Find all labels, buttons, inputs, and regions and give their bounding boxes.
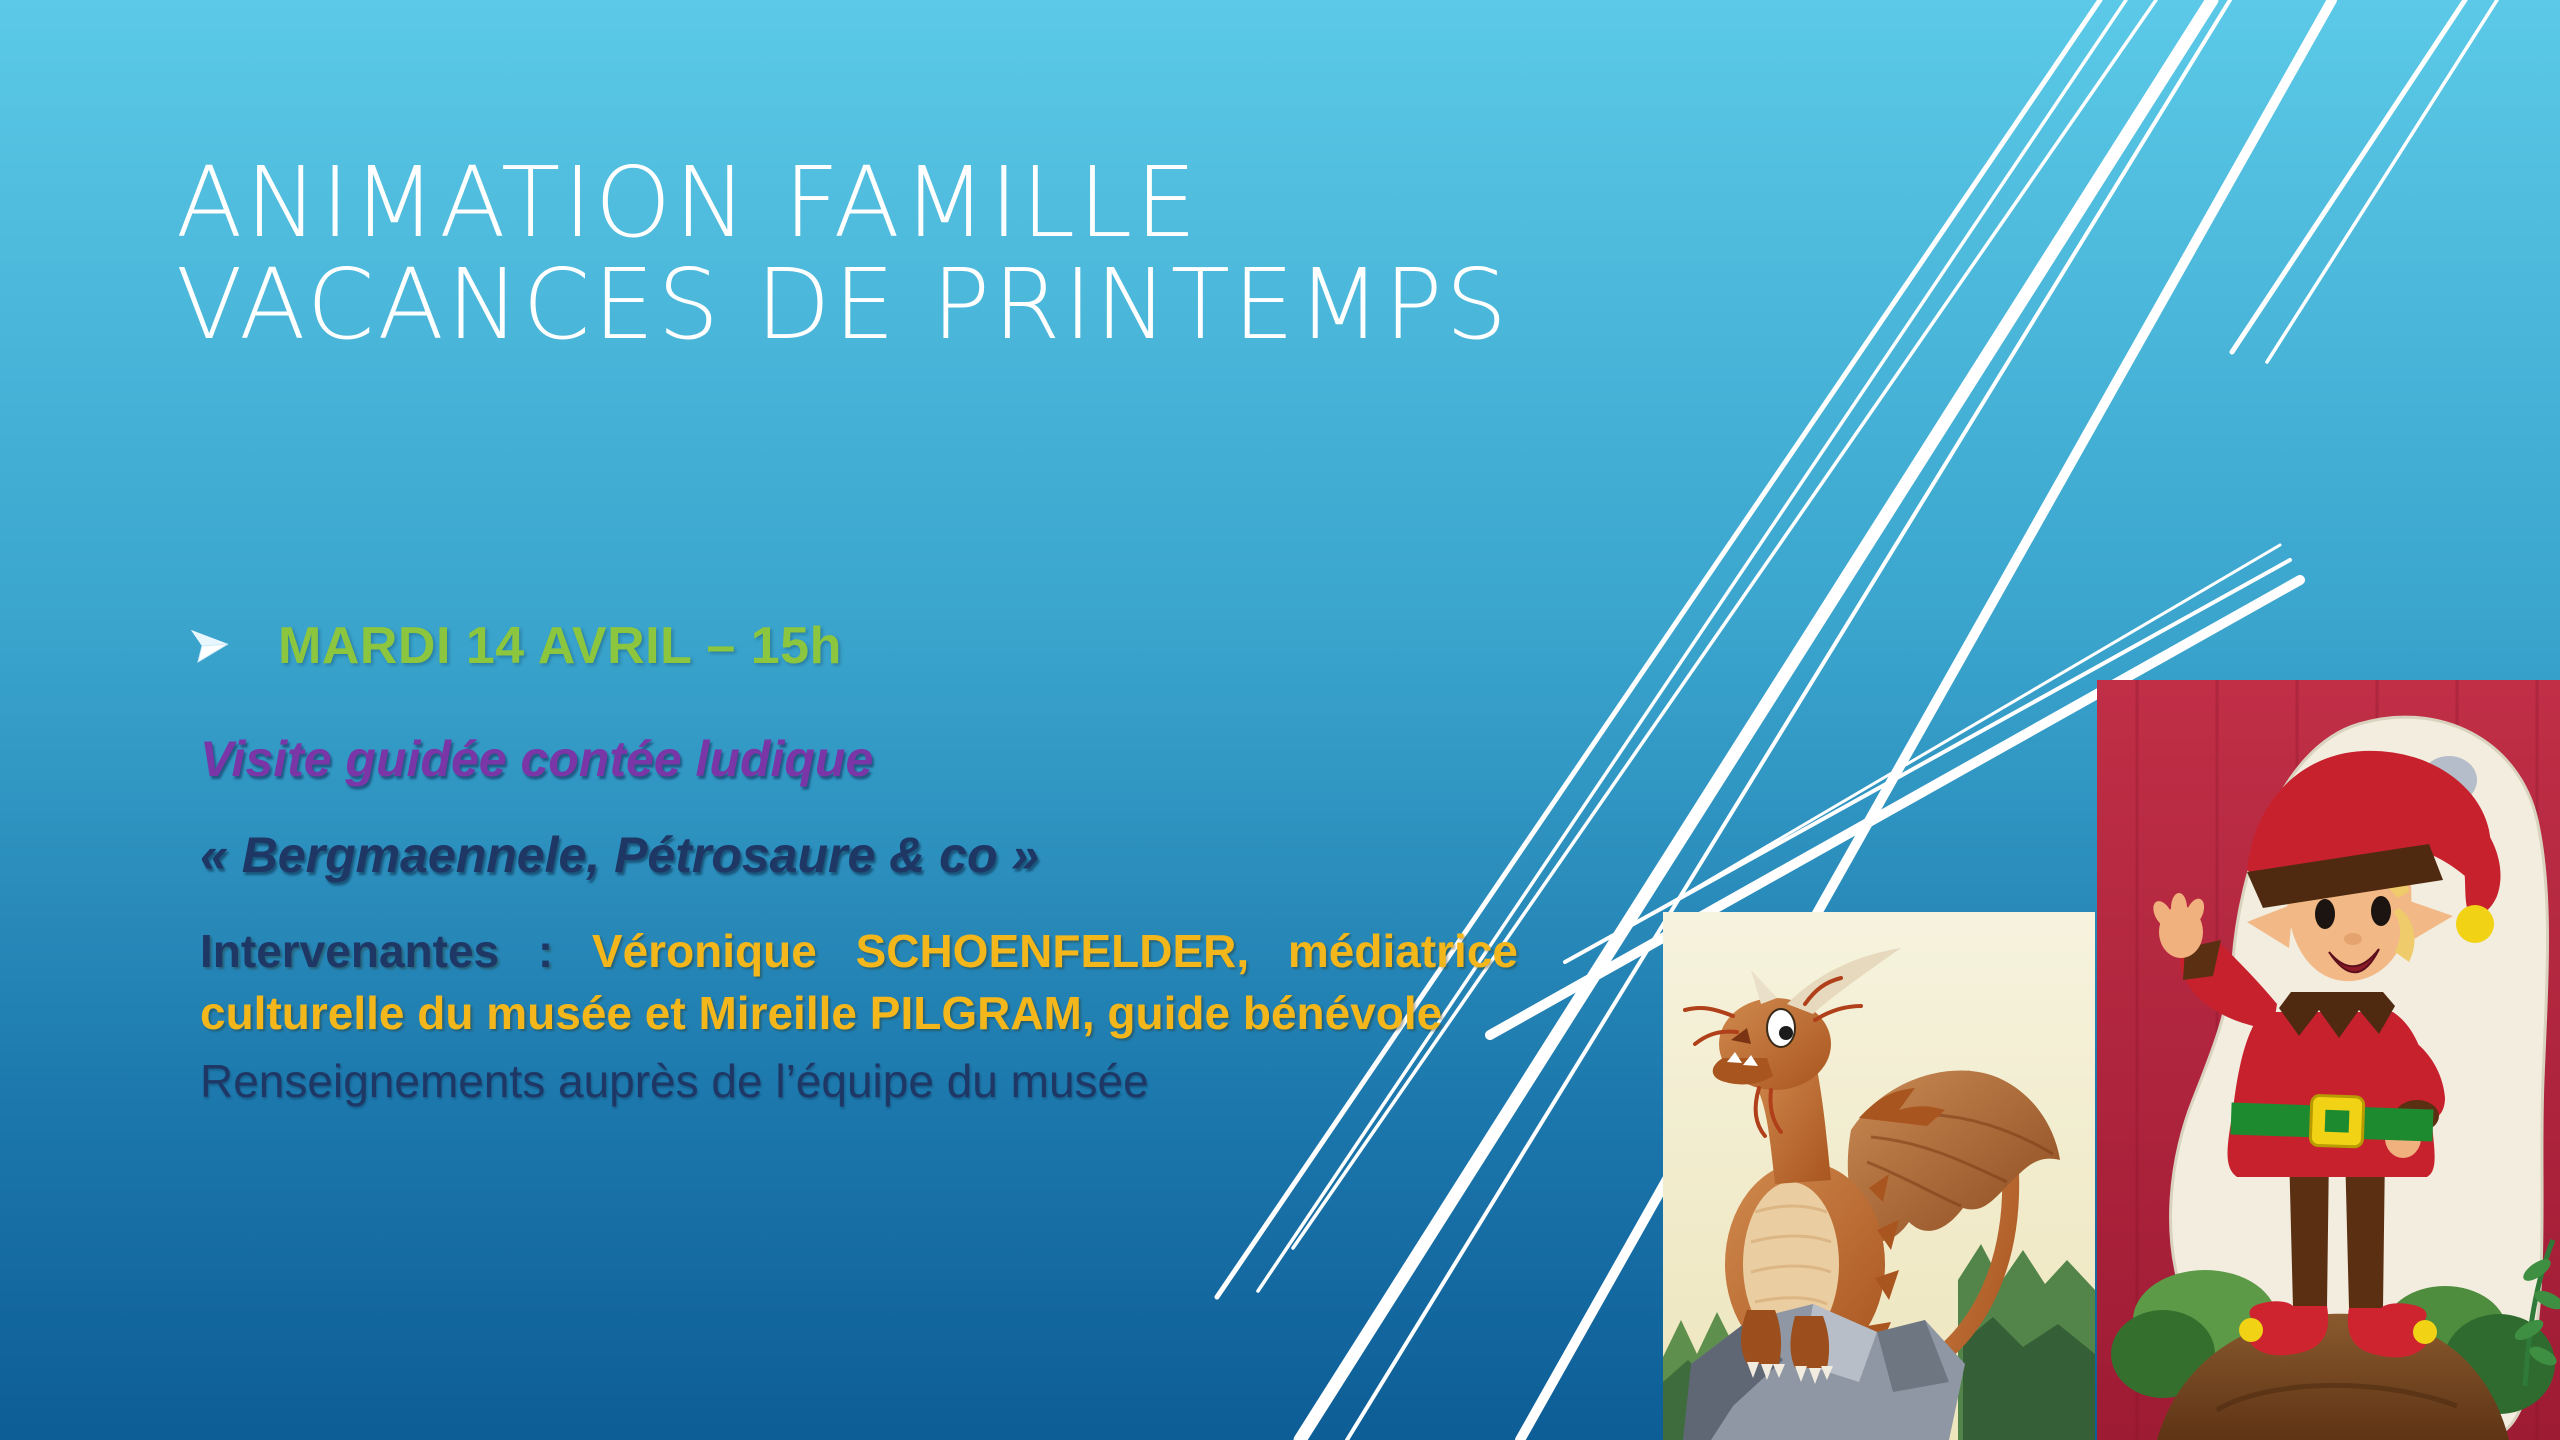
arrowhead-right-bullet-icon bbox=[188, 627, 232, 665]
intervenantes-line-1 bbox=[200, 920, 1518, 982]
dragon-image bbox=[1663, 912, 2095, 1440]
intervenantes-names-2: culturelle du musée et Mireille PILGRAM, guide bénévole bbox=[200, 987, 1443, 1039]
page-title bbox=[176, 146, 1511, 361]
cartoon-dragon-on-rock-illustration bbox=[1663, 912, 2095, 1440]
elf-eye-right bbox=[2371, 896, 2391, 926]
info-line: Renseignements auprès de l’équipe du musée bbox=[200, 1055, 1149, 1107]
title-line-1: ANIMATION FAMILLE bbox=[176, 146, 1200, 259]
painted-elf-wood-cutout-photo bbox=[2097, 680, 2560, 1440]
elf-hat-pompom bbox=[2456, 905, 2494, 943]
intervenantes-block bbox=[200, 920, 1518, 1044]
elf-nose bbox=[2344, 933, 2362, 945]
elf-eye-left bbox=[2315, 899, 2335, 929]
intervenantes-names-1: Véronique SCHOENFELDER, médiatrice bbox=[591, 925, 1518, 977]
intervenantes-label: Intervenantes : bbox=[200, 925, 554, 977]
dragon-leg-right bbox=[1791, 1316, 1830, 1368]
event-type-line: Visite guidée contée ludique bbox=[200, 731, 874, 787]
event-title-line: « Bergmaennele, Pétrosaure & co » bbox=[200, 827, 1040, 883]
event-date-text: MARDI 14 AVRIL – 15h bbox=[278, 617, 842, 675]
elf-painting-image bbox=[2097, 680, 2560, 1440]
dragon-snout bbox=[1713, 1058, 1773, 1084]
title-line-2: VACANCES DE PRINTEMPS bbox=[176, 248, 1511, 361]
elf-collar bbox=[2279, 992, 2395, 1038]
event-date-line bbox=[188, 616, 842, 676]
dragon-pupil bbox=[1779, 1026, 1793, 1040]
dragon-leg-left bbox=[1741, 1310, 1781, 1364]
